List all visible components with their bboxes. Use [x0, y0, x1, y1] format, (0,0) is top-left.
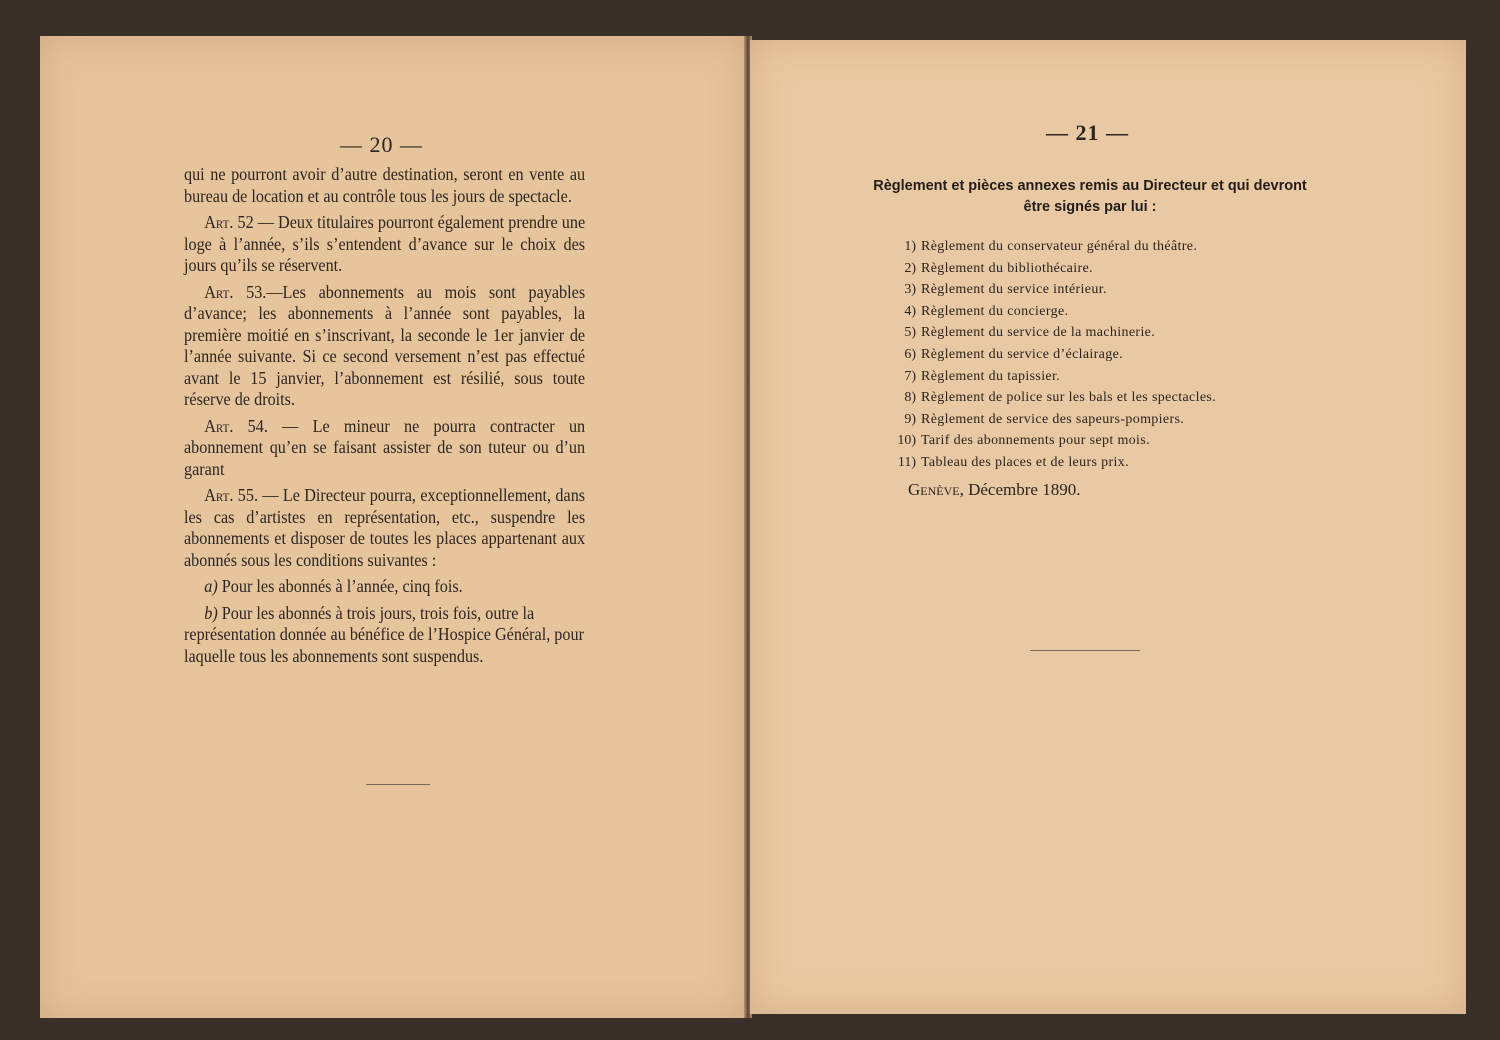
list-item: 10) Tarif des abonnements pour sept mois. [897, 433, 1150, 449]
article-label: Art. 55. [204, 485, 258, 505]
paragraph-continuation: qui ne pourront avoir d’autre destination, seront en vente au bureau de location et au contrôle tous les jours de spectacle. [184, 164, 586, 206]
list-item: 8) Règlement de police sur les bals et les spectacles. [904, 390, 1217, 406]
article-54: Art. 54. — Le mineur ne pourra contracter un abonnement qu’en se faisant assister de son tuteur ou d’un garant [184, 415, 586, 479]
right-page-number: — 21 — [1046, 120, 1129, 145]
left-end-rule [366, 784, 430, 785]
right-page [750, 40, 1466, 1014]
article-55: Art. 55. — Le Directeur pourra, exceptionnellement, dans les cas d’artistes en représentation, etc., suspendre les abonnements et disposer de toutes les places appartenant aux abonnés sous les conditions suivantes : [184, 485, 586, 570]
list-item: 6) Règlement du service d’éclairage. [904, 346, 1124, 362]
left-page-number: — 20 — [340, 132, 423, 157]
clause-b: b) Pour les abonnés à trois jours, trois fois, outre la représentation donnée au bénéfice de l’Hospice Général, pour laquelle tous les abonnements sont suspendus. [184, 602, 584, 666]
clause-a: a) Pour les abonnés à l’année, cinq fois. [204, 576, 463, 596]
list-item: 7) Règlement du tapissier. [904, 368, 1061, 384]
signature-line [908, 480, 1080, 500]
article-53: Art. 53.—Les abonnements au mois sont payables d’avance; les abonnements à l’année sont payables, la première moitié en s’inscrivant, la seconde le 1er janvier de l’année suivante. Si ce second versement n’est pas effectué avant le 15 janvier, l’abonnement est résilié, sous toute réserve de droits. [184, 281, 586, 409]
list-item: 1) Règlement du conservateur général du théâtre. [904, 239, 1198, 254]
list-item: 4) Règlement du concierge. [904, 303, 1069, 319]
right-end-rule [1030, 650, 1140, 651]
article-label: Art. 52 [204, 212, 254, 232]
list-item: 3) Règlement du service intérieur. [904, 282, 1107, 298]
left-page [40, 36, 746, 1018]
signature-date: Décembre 1890. [963, 480, 1081, 499]
rules-heading: Règlement et pièces annexes remis au Directeur et qui devront être signés par lui : [873, 178, 1307, 215]
left-page-text [184, 164, 585, 672]
list-item: 2) Règlement du bibliothécaire. [904, 260, 1093, 276]
list-item: 5) Règlement du service de la machinerie. [904, 325, 1156, 341]
rules-list [884, 236, 1304, 474]
article-label: Art. 54. [204, 415, 268, 436]
list-item: 9) Règlement de service des sapeurs-pompiers. [904, 411, 1185, 427]
article-label: Art. 53. [204, 281, 267, 302]
list-item: 11) Tableau des places et de leurs prix. [897, 454, 1129, 470]
article-52: Art. 52 — Deux titulaires pourront également prendre une loge à l’année, s’ils s’entendent d’avance sur le choix des jours qu’ils se réservent. [184, 212, 586, 275]
signature-place: Genève, [908, 480, 964, 499]
